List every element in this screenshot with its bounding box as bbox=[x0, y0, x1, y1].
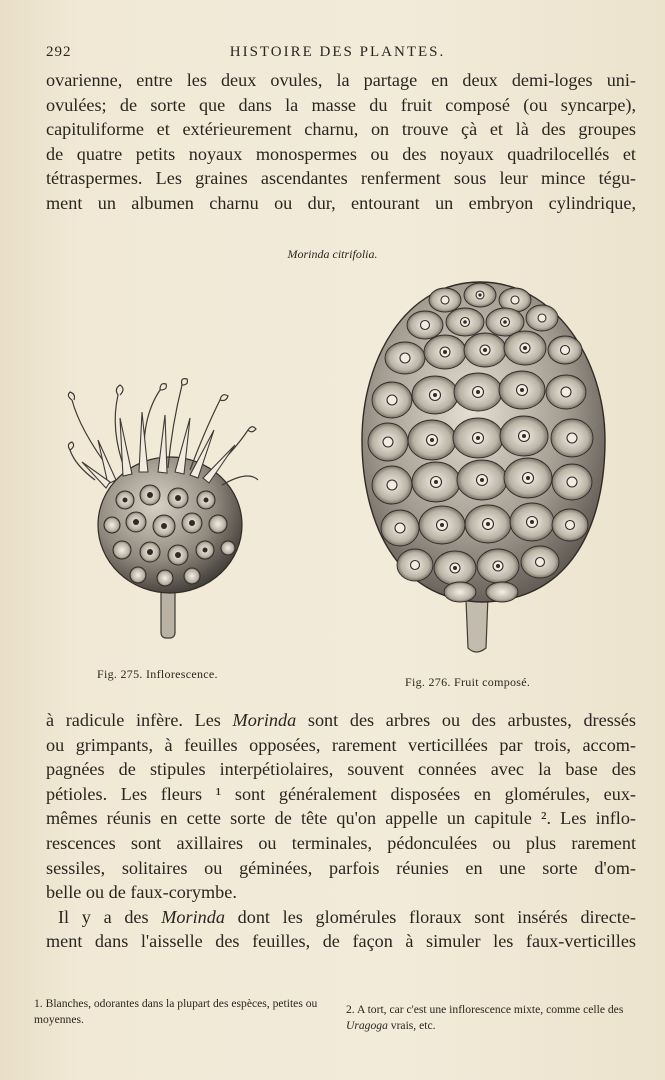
text-fragment: vrais, etc. bbox=[387, 1019, 436, 1032]
text-line: ment dans l'aisselle des feuilles, de façon à simuler les faux-verticilles bbox=[46, 931, 636, 952]
page-number: 292 bbox=[46, 44, 72, 60]
text-line: ovarienne, entre les deux ovules, la partage en deux demi-loges uni- bbox=[46, 70, 636, 90]
text-fragment: Il y a des bbox=[58, 906, 162, 927]
text-line: sessiles, solitaires ou géminées, parfois réunies en une sorte d'om- bbox=[46, 857, 636, 878]
text-line: ment un albumen charnu ou dur, entourant un embryon cylindrique, bbox=[46, 192, 636, 213]
text-line bbox=[46, 905, 636, 930]
text-line: pétioles. Les fleurs ¹ sont généralement disposées en glomérules, eux- bbox=[46, 783, 636, 804]
text-fragment: sont des arbres ou des arbustes, dressés bbox=[296, 710, 636, 730]
text-fragment: Uragoga bbox=[346, 1019, 388, 1032]
fruit-stalk bbox=[466, 596, 488, 652]
text-line: belle ou de faux-corymbe. bbox=[46, 882, 237, 903]
text-line: ou grimpants, à feuilles opposées, rarement verticillées par trois, accom- bbox=[46, 734, 636, 755]
running-title: HISTOIRE DES PLANTES. bbox=[229, 44, 446, 60]
text-line: de quatre petits noyaux monospermes ou des noyaux quadrilocellés et bbox=[46, 143, 636, 164]
text-line: pagnées de stipules interpétiolaires, souvent connées avec la base des bbox=[46, 759, 636, 780]
figure-caption-276: Fig. 276. Fruit composé. bbox=[405, 675, 531, 689]
text-line: capituliforme et extérieurement charnu, on trouve çà et là des groupes bbox=[46, 119, 636, 140]
text-line: ovulées; de sorte que dans la masse du fruit composé (ou syncarpe), bbox=[46, 94, 636, 115]
fruit-figure bbox=[362, 282, 605, 652]
text-line: rescences sont axillaires ou terminales, pédonculées ou plus rarement bbox=[46, 832, 636, 853]
inflorescence-figure bbox=[68, 379, 258, 638]
text-fragment: Morinda bbox=[232, 710, 297, 730]
text-fragment: à radicule infère. Les bbox=[46, 710, 233, 730]
text-block-bottom bbox=[46, 708, 636, 954]
text-fragment: 2. A tort, car c'est une inflorescence mixte, comme celle des bbox=[346, 1003, 624, 1016]
figure-title: Morinda citrifolia. bbox=[287, 247, 378, 261]
footnote-2 bbox=[346, 1002, 626, 1034]
text-line: tétraspermes. Les graines ascendantes renferment sous leur mince tégu- bbox=[46, 168, 636, 189]
footnote-1: 1. Blanches, odorantes dans la plupart des espèces, petites ou moyennes. bbox=[34, 997, 318, 1026]
text-fragment: dont les glomérules floraux sont insérés directe- bbox=[224, 906, 636, 927]
text-line: mêmes réunis en cette sorte de tête qu'on appelle un capitule ². Les inflo- bbox=[46, 808, 636, 829]
figure-caption-275: Fig. 275. Inflorescence. bbox=[97, 667, 218, 681]
text-line bbox=[46, 708, 636, 733]
text-fragment: Morinda bbox=[161, 906, 225, 927]
